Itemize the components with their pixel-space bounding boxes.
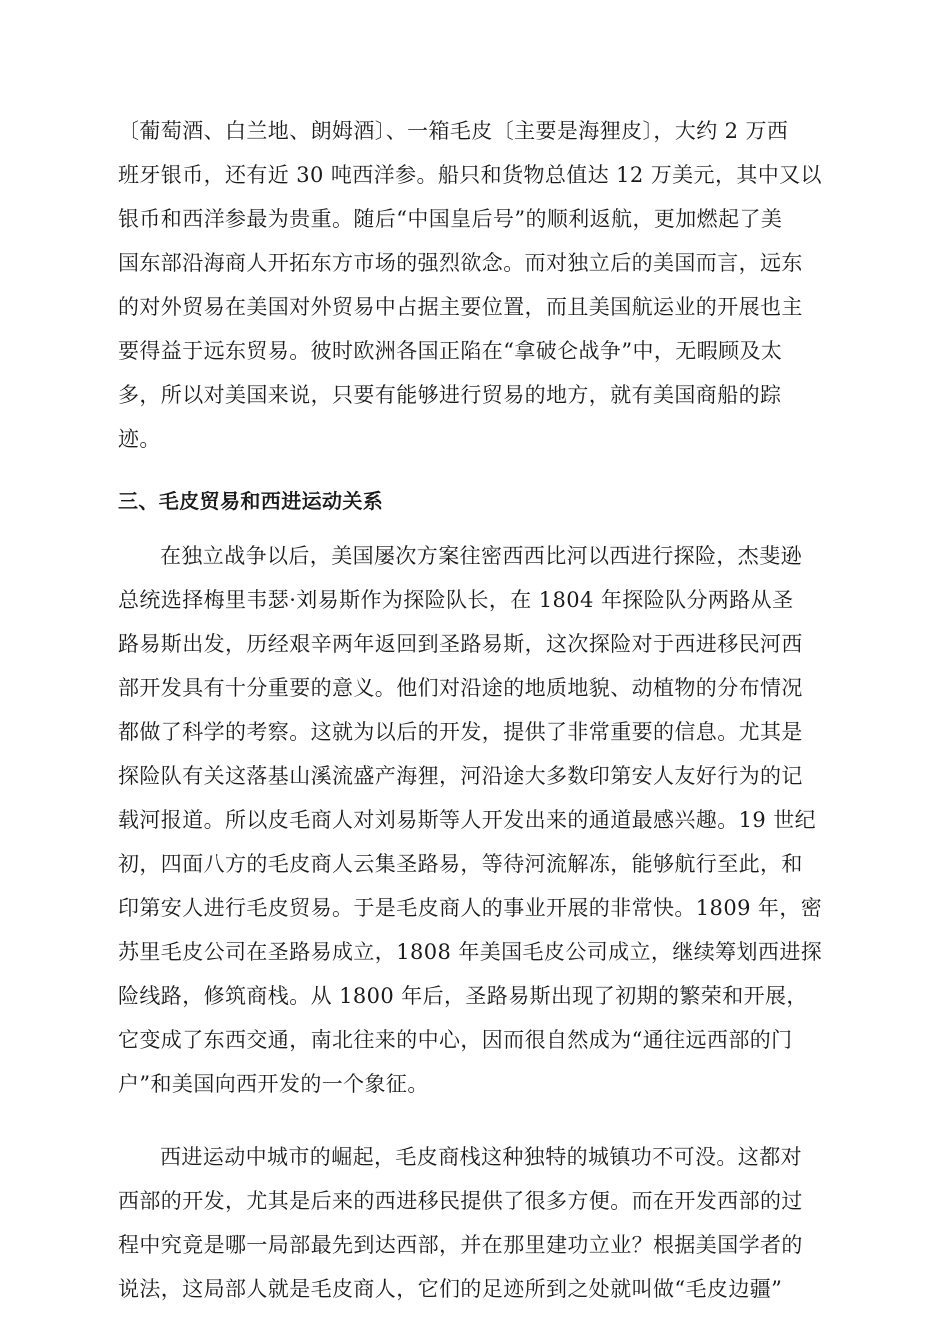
- paragraph-line: 印第安人进行毛皮贸易。于是毛皮商人的事业开展的非常快。1809 年，密: [118, 896, 823, 920]
- section-heading: 三、毛皮贸易和西进运动关系: [118, 489, 384, 513]
- paragraph-line: 载河报道。所以皮毛商人对刘易斯等人开发出来的通道最感兴趣。19 世纪: [118, 808, 816, 832]
- paragraph-line: 西部的开发，尤其是后来的西进移民提供了很多方便。而在开发西部的过: [118, 1189, 803, 1213]
- paragraph-line: 多，所以对美国来说，只要有能够进行贸易的地方，就有美国商船的踪: [118, 383, 782, 407]
- paragraph-line: 银币和西洋参最为贵重。随后“中国皇后号”的顺利返航，更加燃起了美: [118, 207, 783, 231]
- paragraph-line: 程中究竟是哪一局部最先到达西部，并在那里建功立业？根据美国学者的: [118, 1233, 803, 1257]
- paragraph-line: 探险队有关这落基山溪流盛产海狸，河沿途大多数印第安人友好行为的记: [118, 764, 803, 788]
- paragraph-line: 说法，这局部人就是毛皮商人，它们的足迹所到之处就叫做“毛皮边疆”: [118, 1277, 783, 1301]
- paragraph-line: 在独立战争以后，美国屡次方案往密西西比河以西进行探险，杰斐逊: [160, 544, 802, 568]
- paragraph-line: 苏里毛皮公司在圣路易成立，1808 年美国毛皮公司成立，继续筹划西进探: [118, 940, 823, 964]
- paragraph-line: 它变成了东西交通，南北往来的中心，因而很自然成为“通往远西部的门: [118, 1028, 793, 1052]
- paragraph-line: 的对外贸易在美国对外贸易中占据主要位置，而且美国航运业的开展也主: [118, 295, 803, 319]
- paragraph-line: 班牙银币，还有近 30 吨西洋参。船只和货物总值达 12 万美元，其中又以: [118, 163, 822, 187]
- paragraph-line: 部开发具有十分重要的意义。他们对沿途的地质地貌、动植物的分布情况: [118, 676, 803, 700]
- paragraph-line: 总统选择梅里韦瑟·刘易斯作为探险队长，在 1804 年探险队分两路从圣: [118, 588, 794, 612]
- paragraph-line: 要得益于远东贸易。彼时欧洲各国正陷在“拿破仑战争”中，无暇顾及太: [118, 339, 783, 363]
- paragraph-line: 户”和美国向西开发的一个象征。: [118, 1072, 429, 1096]
- paragraph-line: 路易斯出发，历经艰辛两年返回到圣路易斯，这次探险对于西进移民河西: [118, 632, 803, 656]
- paragraph-line: 都做了科学的考察。这就为以后的开发，提供了非常重要的信息。尤其是: [118, 720, 803, 744]
- paragraph-line: 西进运动中城市的崛起，毛皮商栈这种独特的城镇功不可没。这都对: [160, 1145, 802, 1169]
- paragraph-line: 险线路，修筑商栈。从 1800 年后，圣路易斯出现了初期的繁荣和开展，: [118, 984, 808, 1008]
- paragraph-line: 〔葡萄酒、白兰地、朗姆酒〕、一箱毛皮〔主要是海狸皮〕，大约 2 万西: [118, 119, 789, 143]
- paragraph-line: 初，四面八方的毛皮商人云集圣路易，等待河流解冻，能够航行至此，和: [118, 852, 803, 876]
- paragraph-line: 国东部沿海商人开拓东方市场的强烈欲念。而对独立后的美国而言，远东: [118, 251, 803, 275]
- paragraph-line: 迹。: [118, 427, 161, 451]
